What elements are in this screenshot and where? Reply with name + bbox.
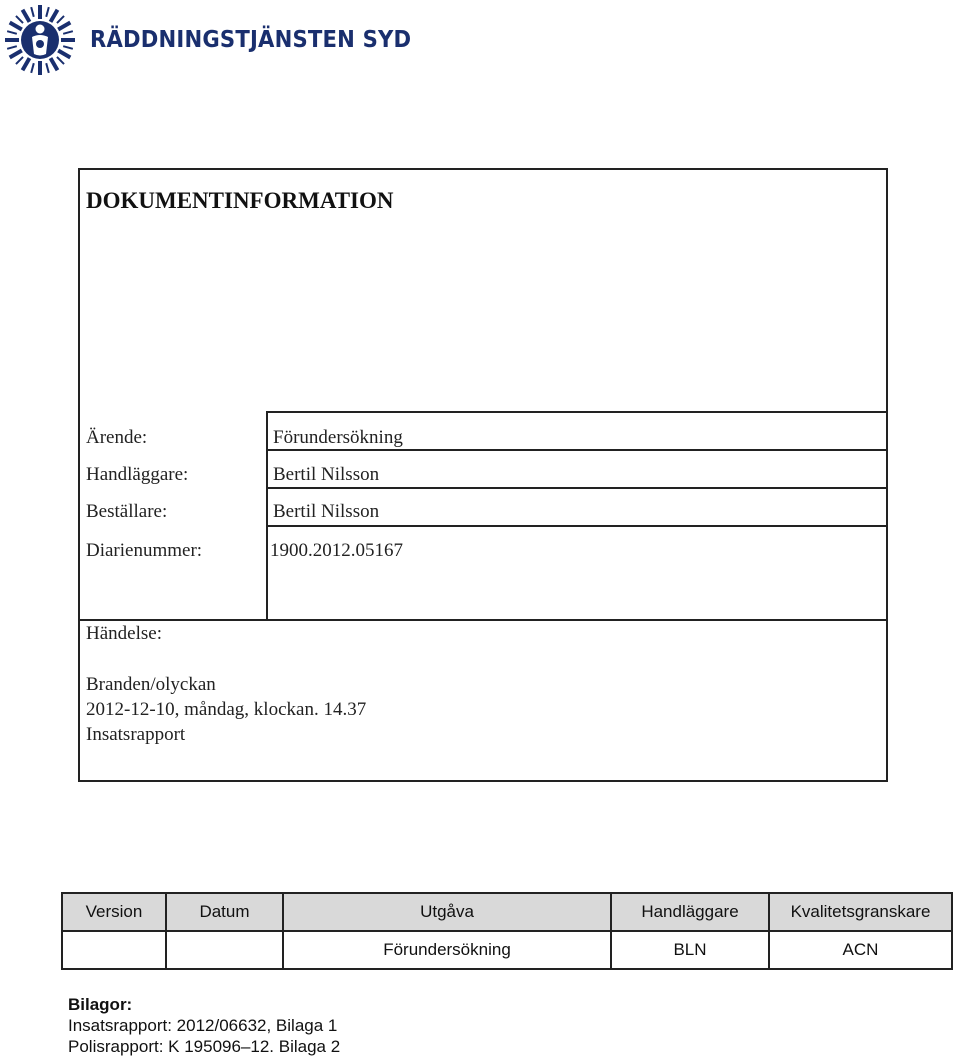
event-line: 2012-12-10, måndag, klockan. 14.37 (86, 699, 367, 720)
table-header-row (62, 893, 952, 931)
field-value-diarienummer: 1900.2012.05167 (270, 540, 403, 561)
organization-name: RÄDDNINGSTJÄNSTEN SYD (90, 27, 412, 53)
field-label-bestallare: Beställare: (86, 501, 168, 522)
attachments-section (68, 994, 340, 1057)
event-line: Insatsrapport (86, 724, 186, 745)
field-label-diarienummer: Diarienummer: (86, 540, 203, 561)
field-label-arende: Ärende: (86, 427, 148, 448)
table-cell-kvalitetsgranskare: ACN (769, 931, 952, 969)
column-header-utgava: Utgåva (283, 893, 611, 931)
column-header-kvalitetsgranskare: Kvalitetsgranskare (769, 893, 952, 931)
column-header-version: Version (62, 893, 166, 931)
field-value-handlaggare: Bertil Nilsson (273, 464, 380, 485)
column-header-handlaggare: Handläggare (611, 893, 769, 931)
field-value-arende: Förundersökning (273, 427, 403, 448)
organization-logo (4, 4, 439, 76)
table-cell-version (62, 931, 166, 969)
version-table (61, 892, 953, 970)
table-cell-datum (166, 931, 283, 969)
divider (266, 411, 268, 619)
field-label-handlaggare: Handläggare: (86, 464, 189, 485)
event-label: Händelse: (86, 623, 162, 644)
divider (266, 525, 888, 527)
event-line: Branden/olyckan (86, 674, 216, 695)
divider (266, 487, 888, 489)
document-info-title: DOKUMENTINFORMATION (86, 188, 394, 213)
table-row (62, 931, 952, 969)
divider (80, 619, 888, 621)
divider (266, 411, 888, 413)
rescue-service-emblem-icon (4, 4, 76, 76)
divider (266, 449, 888, 451)
table-cell-utgava: Förundersökning (283, 931, 611, 969)
document-info-box (78, 168, 888, 782)
column-header-datum: Datum (166, 893, 283, 931)
field-value-bestallare: Bertil Nilsson (273, 501, 380, 522)
attachment-item: Polisrapport: K 195096–12. Bilaga 2 (68, 1037, 341, 1056)
attachment-item: Insatsrapport: 2012/06632, Bilaga 1 (68, 1016, 338, 1035)
table-cell-handlaggare: BLN (611, 931, 769, 969)
attachments-title: Bilagor: (68, 995, 133, 1014)
